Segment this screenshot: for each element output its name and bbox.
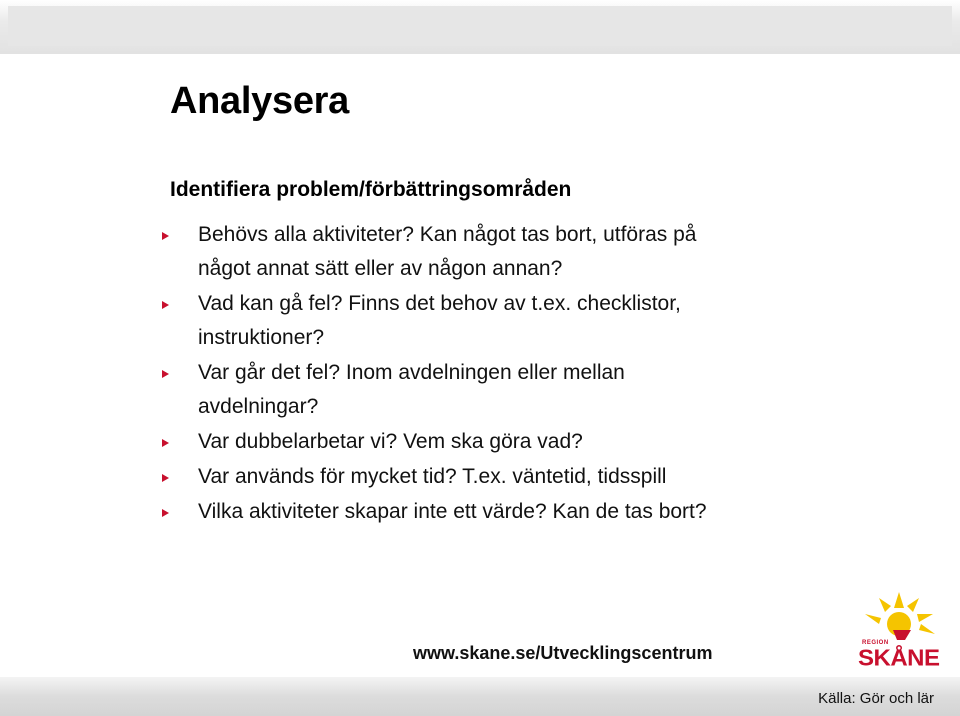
bullet-text-cont: avdelningar? (198, 395, 319, 418)
logo-name: SKÅNE (858, 645, 940, 672)
slide-title: Analysera (170, 80, 349, 122)
bullet-text: Var används för mycket tid? T.ex. väntetid, tidsspill (198, 465, 667, 488)
bottom-banner (0, 677, 960, 716)
bullet-text: Var dubbelarbetar vi? Vem ska göra vad? (198, 430, 583, 453)
bullet-list (198, 218, 898, 530)
bullet-text: Behövs alla aktiviteter? Kan något tas bort, utföras på (198, 223, 697, 246)
bullet-item (198, 495, 898, 529)
source-credit: Källa: Gör och lär (818, 690, 934, 707)
bullet-item (198, 356, 898, 424)
bullet-arrow-icon (162, 509, 169, 517)
top-banner (0, 0, 960, 54)
bullet-item (198, 218, 898, 286)
logo-region-label: REGION (862, 640, 889, 646)
bullet-text-cont: instruktioner? (198, 326, 325, 349)
bullet-arrow-icon (162, 474, 169, 482)
bullet-text: Var går det fel? Inom avdelningen eller mellan (198, 361, 625, 384)
bullet-text: Vad kan gå fel? Finns det behov av t.ex. checklistor, (198, 292, 681, 315)
bullet-item (198, 287, 898, 355)
bullet-text-cont: något annat sätt eller av någon annan? (198, 257, 563, 280)
bullet-arrow-icon (162, 301, 169, 309)
bullet-arrow-icon (162, 232, 169, 240)
bullet-item (198, 425, 898, 459)
bullet-text: Vilka aktiviteter skapar inte ett värde? Kan de tas bort? (198, 500, 707, 523)
top-banner-inner (8, 6, 952, 46)
slide-subheading: Identifiera problem/förbättringsområden (170, 178, 572, 201)
bullet-item (198, 460, 898, 494)
bullet-arrow-icon (162, 439, 169, 447)
footer-url: www.skane.se/Utvecklingscentrum (413, 643, 713, 663)
bullet-arrow-icon (162, 370, 169, 378)
